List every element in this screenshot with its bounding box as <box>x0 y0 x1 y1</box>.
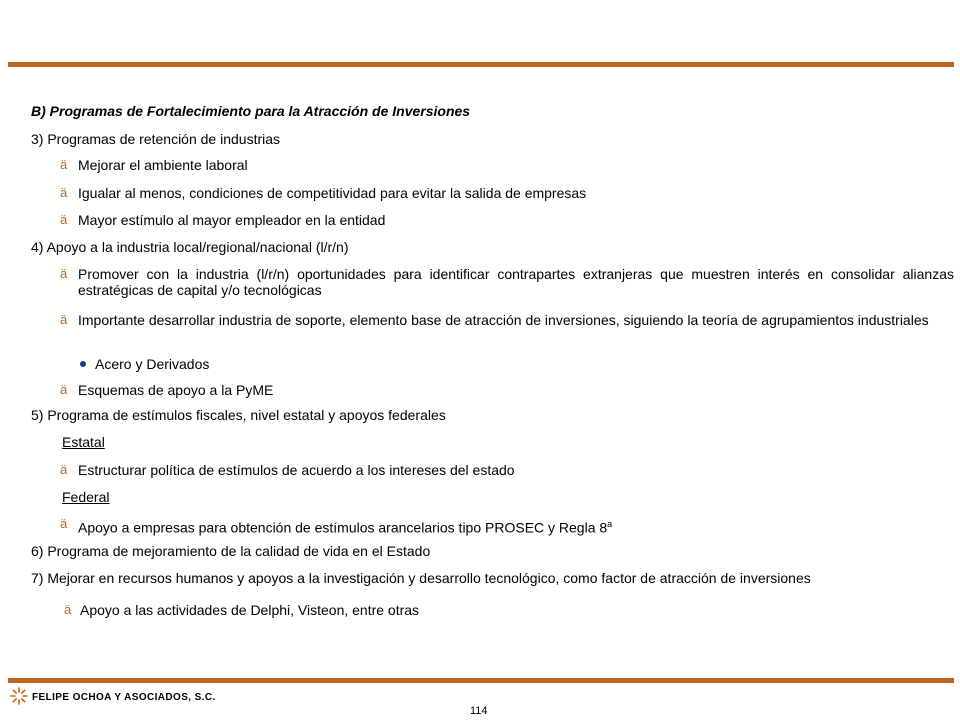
federal-item-text: Apoyo a empresas para obtención de estímulos arancelarios tipo PROSEC y Regla 8 <box>78 519 608 536</box>
list-item: Mayor estímulo al mayor empleador en la entidad <box>78 212 386 228</box>
dot-bullet-icon <box>80 361 86 367</box>
federal-label <box>28 489 109 505</box>
company-name: FELIPE OCHOA Y ASOCIADOS, S.C. <box>32 692 216 703</box>
bullet-icon: ä <box>60 185 68 200</box>
page-number: 114 <box>470 705 488 717</box>
list-item: Mejorar el ambiente laboral <box>78 157 248 173</box>
bullet-icon: ä <box>60 212 68 227</box>
list-item: Esquemas de apoyo a la PyME <box>78 382 274 398</box>
top-rule <box>8 62 954 67</box>
section-heading: B) Programas de Fortalecimiento para la Atracción de Inversiones <box>31 103 471 119</box>
bullet-icon: ä <box>60 382 68 397</box>
sub-list-item: Acero y Derivados <box>95 356 210 372</box>
estatal-label-text: Estatal <box>62 434 105 450</box>
section-4-title: 4) Apoyo a la industria local/regional/nacional (l/r/n) <box>31 239 349 255</box>
bullet-icon: ä <box>60 462 68 477</box>
section-3-title: 3) Programas de retención de industrias <box>31 131 281 147</box>
section-7-title: 7) Mejorar en recursos humanos y apoyos a la investigación y desarrollo tecnológico, como factor de atracción de inversiones <box>31 570 811 586</box>
section-6-title: 6) Programa de mejoramiento de la calidad de vida en el Estado <box>31 543 431 559</box>
list-item: Importante desarrollar industria de soporte, elemento base de atracción de inversiones, siguiendo la teoría de agrupamientos industriales <box>78 312 929 328</box>
federal-item-superscript: a <box>607 519 613 529</box>
list-item: Igualar al menos, condiciones de competitividad para evitar la salida de empresas <box>78 185 587 201</box>
list-item <box>78 516 954 536</box>
company-logo-icon <box>10 687 28 705</box>
section-5-title: 5) Programa de estímulos fiscales, nivel estatal y apoyos federales <box>31 407 446 423</box>
bottom-rule <box>8 678 954 683</box>
list-item: Estructurar política de estímulos de acuerdo a los intereses del estado <box>78 462 515 478</box>
bullet-icon: ä <box>60 516 68 531</box>
list-item: Apoyo a las actividades de Delphi, Visteon, entre otras <box>80 602 420 618</box>
estatal-label <box>28 434 105 450</box>
federal-label-text: Federal <box>62 489 110 505</box>
bullet-icon: ä <box>60 157 68 172</box>
bullet-icon: ä <box>64 602 72 617</box>
list-item: Promover con la industria (l/r/n) oportunidades para identificar contrapartes extranjeras que muestren interés en consolidar alianzas estratégicas de capital y/o tecnológicas <box>78 266 954 298</box>
bullet-icon: ä <box>60 312 68 327</box>
bullet-icon: ä <box>60 266 68 281</box>
